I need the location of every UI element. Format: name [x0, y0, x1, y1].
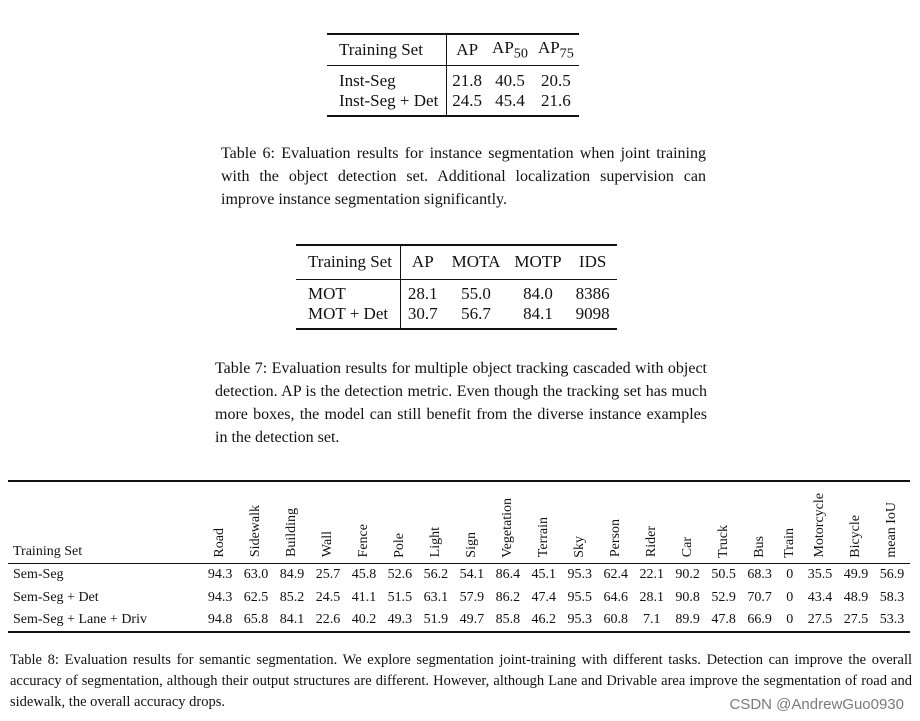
- cell: 84.1: [279, 612, 305, 627]
- cell: 50.5: [711, 566, 736, 582]
- cell: 56.9: [879, 566, 905, 582]
- cell: 41.1: [351, 589, 377, 605]
- col-header-ap75: $AP_{75}$: [533, 34, 579, 65]
- cell: 25.7: [315, 566, 341, 582]
- cell: 7.1: [642, 612, 661, 627]
- cell: 63.1: [423, 589, 449, 605]
- col-header-label: mean IoU: [883, 501, 899, 558]
- col-header-label: Wall: [319, 531, 335, 558]
- cell: 35.5: [807, 566, 833, 582]
- cell: 9098: [575, 303, 610, 323]
- col-header-ap50: $AP_{50}$: [487, 34, 533, 65]
- cell: 45.1: [531, 566, 557, 582]
- col-header-bus: [742, 481, 778, 563]
- cell: 85.2: [279, 589, 305, 605]
- cell: 46.2: [531, 612, 557, 627]
- cell: 49.3: [387, 612, 413, 627]
- table-row: [296, 279, 617, 304]
- row-label: MOT + Det: [296, 304, 400, 329]
- watermark: CSDN @AndrewGuo0930: [729, 696, 904, 713]
- cell: 40.5: [495, 70, 525, 90]
- col-header-label: Road: [212, 527, 228, 558]
- table-row: [327, 65, 579, 91]
- col-header-mean-iou: [874, 481, 910, 563]
- col-header-rider: [634, 481, 670, 563]
- col-header-label: Sky: [571, 535, 587, 558]
- col-header-fence: [346, 481, 382, 563]
- col-header-car: [670, 481, 706, 563]
- cell: 49.9: [843, 566, 869, 582]
- table-row: [296, 304, 617, 329]
- cell: 52.9: [711, 589, 736, 605]
- cell: 90.8: [675, 589, 700, 605]
- cell: 45.4: [495, 90, 525, 110]
- col-header-label: Bicycle: [847, 514, 863, 558]
- col-header-sidewalk: [238, 481, 274, 563]
- cell: 57.9: [459, 589, 485, 605]
- cell: 84.0: [523, 283, 553, 303]
- row-label: Inst-Seg: [327, 65, 447, 91]
- table-row: [8, 563, 910, 586]
- cell: 86.2: [495, 589, 521, 605]
- cell: 21.8: [452, 70, 483, 90]
- table-7: [296, 244, 617, 330]
- cell: 85.8: [495, 612, 521, 627]
- cell: 86.4: [495, 566, 521, 582]
- col-header-label: Person: [607, 519, 623, 558]
- col-header-label: Motorcycle: [811, 492, 827, 558]
- col-header-motp: MOTP: [507, 245, 568, 279]
- cell: 27.5: [843, 612, 869, 627]
- col-header-label: Pole: [391, 532, 407, 558]
- table-header-row: [8, 481, 910, 563]
- table-header-row: [327, 34, 579, 65]
- cell: 62.4: [603, 566, 628, 582]
- col-header-label: Rider: [643, 526, 659, 558]
- row-label: Sem-Seg + Det: [13, 589, 99, 605]
- table-8: [8, 480, 910, 633]
- col-header-motorcycle: [802, 481, 838, 563]
- cell: 22.6: [315, 612, 341, 627]
- cell: 58.3: [879, 589, 905, 605]
- table-header-row: [296, 245, 617, 279]
- cell: 64.6: [603, 589, 628, 605]
- cell: 8386: [575, 283, 610, 303]
- table-row: [327, 91, 579, 116]
- col-header-label: Sign: [463, 531, 479, 558]
- cell: 52.6: [387, 566, 413, 582]
- col-header-training-set: Training Set: [296, 245, 400, 279]
- cell: 22.1: [639, 566, 664, 582]
- col-header-light: [418, 481, 454, 563]
- row-label: Sem-Seg: [13, 566, 64, 582]
- cell: 49.7: [459, 612, 485, 627]
- row-label: MOT: [296, 279, 400, 304]
- cell: 0: [786, 612, 794, 627]
- col-header-label: Vegetation: [499, 497, 515, 558]
- col-header-sign: [454, 481, 490, 563]
- cell: 94.3: [207, 589, 233, 605]
- col-header-label: Bus: [751, 535, 767, 558]
- cell: 51.9: [423, 612, 449, 627]
- col-header-terrain: [526, 481, 562, 563]
- cell: 24.5: [315, 589, 341, 605]
- cell: 60.8: [603, 612, 628, 627]
- col-header-label: Car: [679, 537, 695, 558]
- cell: 62.5: [243, 589, 269, 605]
- cell: 28.1: [639, 589, 664, 605]
- col-header-truck: [706, 481, 742, 563]
- table-7-caption: Table 7: Evaluation results for multiple object tracking cascaded with object detection. AP is the detection metric. Even though the tracking set has much more boxes, the model can still benefit from the diverse instance examples in the detection set.: [215, 360, 707, 446]
- cell: 27.5: [807, 612, 833, 627]
- cell: 66.9: [747, 612, 772, 627]
- col-header-person: [598, 481, 634, 563]
- table-row: [8, 586, 910, 609]
- col-header-ap: AP: [447, 34, 487, 65]
- col-header-ids: IDS: [569, 245, 617, 279]
- col-header-pole: [382, 481, 418, 563]
- cell: 28.1: [407, 283, 438, 303]
- cell: 63.0: [243, 566, 269, 582]
- col-header-label: Fence: [355, 524, 371, 558]
- col-header-vegetation: [490, 481, 526, 563]
- cell: 70.7: [747, 589, 772, 605]
- cell: 95.3: [567, 566, 592, 582]
- col-header-ap: AP: [400, 245, 444, 279]
- cell: 56.7: [461, 303, 491, 323]
- cell: 53.3: [879, 612, 905, 627]
- col-header-label: Building: [284, 508, 299, 558]
- cell: 48.9: [843, 589, 869, 605]
- cell: 21.6: [541, 90, 571, 110]
- cell: 45.8: [351, 566, 377, 582]
- table-row: [8, 609, 910, 632]
- col-header-label: Sidewalk: [248, 505, 264, 558]
- col-header-training-set: Training Set: [8, 481, 202, 563]
- cell: 54.1: [459, 566, 485, 582]
- cell: 40.2: [351, 612, 377, 627]
- col-header-mota: MOTA: [445, 245, 508, 279]
- cell: 24.5: [452, 90, 483, 110]
- cell: 95.5: [567, 589, 592, 605]
- cell: 56.2: [423, 566, 449, 582]
- table-6: [327, 33, 579, 117]
- cell: 68.3: [747, 566, 772, 582]
- cell: 94.3: [207, 566, 233, 582]
- col-header-label: Truck: [715, 524, 731, 558]
- col-header-bicycle: [838, 481, 874, 563]
- cell: 43.4: [807, 589, 833, 605]
- col-header-label: Terrain: [535, 517, 551, 558]
- row-label: Sem-Seg + Lane + Driv: [13, 612, 147, 627]
- col-header-sky: [562, 481, 598, 563]
- table-6-caption: Table 6: Evaluation results for instance segmentation when joint training with the object detection set. Additional localization supervision can improve instance segmentation significantly.: [221, 145, 706, 208]
- cell: 84.1: [523, 303, 553, 323]
- cell: 84.9: [279, 566, 305, 582]
- table-8-caption: Table 8: Evaluation results for semantic segmentation. We explore segmentation joint-training with different tasks. Detection can improve the overall accuracy of segmentation, although their output structures are different. However, although Lane and Drivable area improve the segmentation of road and sidewalk, the overall accuracy drops.: [10, 652, 912, 710]
- cell: 47.4: [531, 589, 557, 605]
- cell: 47.8: [711, 612, 736, 627]
- cell: 65.8: [243, 612, 269, 627]
- cell: 95.3: [567, 612, 592, 627]
- cell: 89.9: [675, 612, 700, 627]
- row-label: Inst-Seg + Det: [327, 91, 447, 116]
- cell: 20.5: [541, 70, 571, 90]
- col-header-label: Train: [781, 527, 797, 558]
- cell: 0: [786, 566, 794, 582]
- cell: 55.0: [461, 283, 491, 303]
- col-header-road: [202, 481, 238, 563]
- col-header-wall: [310, 481, 346, 563]
- cell: 94.8: [207, 612, 233, 627]
- col-header-train: [778, 481, 802, 563]
- cell: 90.2: [675, 566, 700, 582]
- col-header-building: [274, 481, 310, 563]
- cell: 51.5: [387, 589, 413, 605]
- cell: 0: [786, 589, 794, 605]
- cell: 30.7: [407, 303, 438, 323]
- col-header-training-set: Training Set: [327, 34, 447, 65]
- col-header-label: Light: [427, 527, 443, 558]
